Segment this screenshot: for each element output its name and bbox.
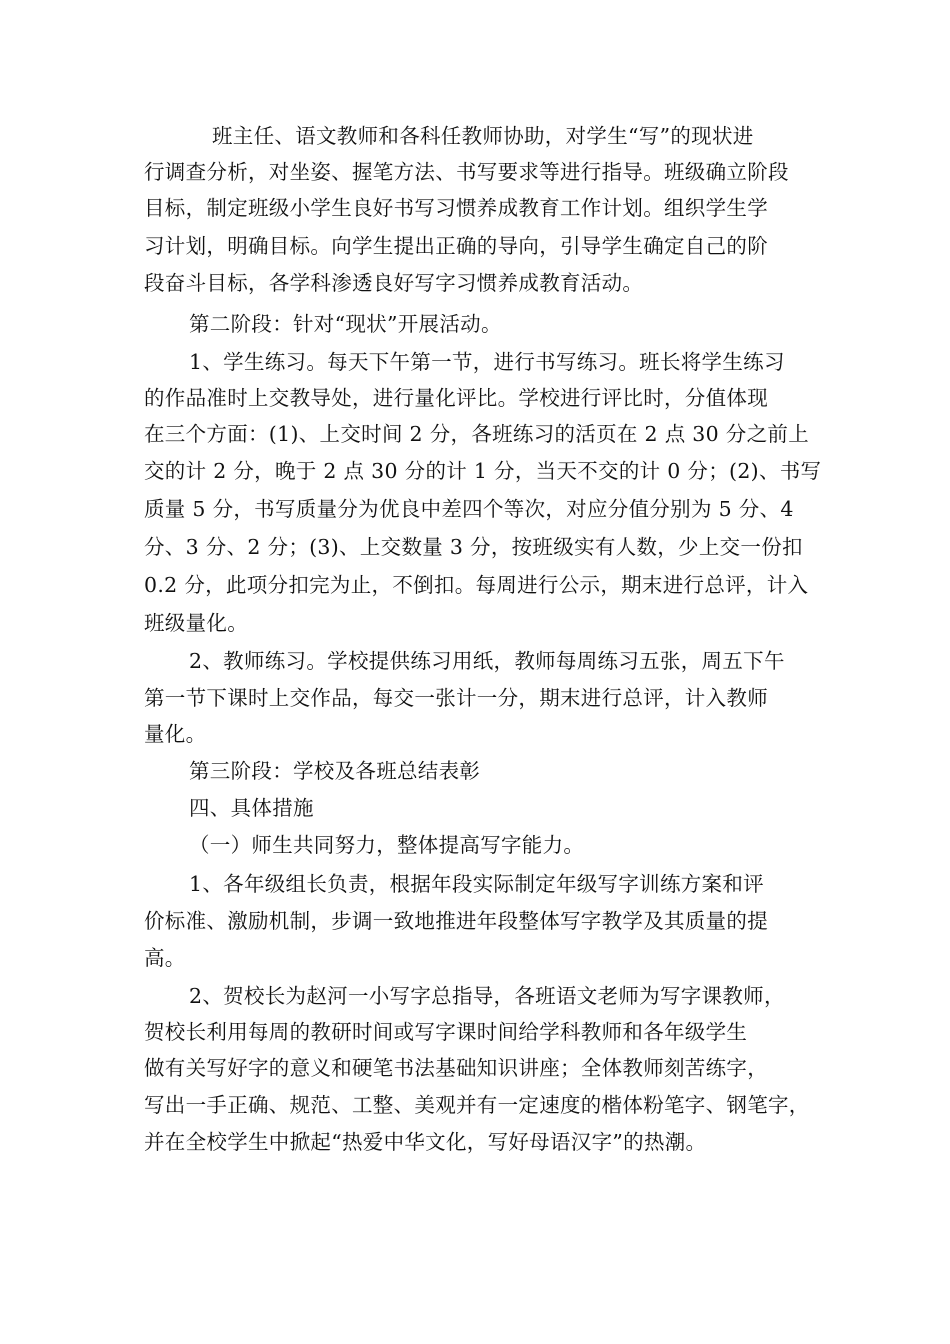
text-line: 在三个方面：(1)、上交时间 2 分，各班练习的活页在 2 点 30 分之前上 <box>144 422 810 446</box>
subsection-heading: （一）师生共同努力，整体提高写字能力。 <box>189 833 585 857</box>
text-line: 质量 5 分，书写质量分为优良中差四个等次，对应分值分别为 5 分、4 <box>144 497 794 521</box>
text-line: 贺校长利用每周的教研时间或写字课时间给学科教师和各年级学生 <box>144 1020 748 1044</box>
text-line: 量化。 <box>144 722 207 746</box>
section-heading: 第三阶段：学校及各班总结表彰 <box>189 759 481 783</box>
text-line: 行调查分析，对坐姿、握笔方法、书写要求等进行指导。班级确立阶段 <box>144 160 789 184</box>
text-line: 并在全校学生中掀起“热爱中华文化，写好母语汉字”的热潮。 <box>144 1130 707 1154</box>
text-line: 班级量化。 <box>144 611 248 635</box>
section-heading: 四、具体措施 <box>189 796 314 820</box>
text-line: 2、教师练习。学校提供练习用纸，教师每周练习五张，周五下午 <box>189 649 785 673</box>
text-line: 高。 <box>144 946 186 970</box>
text-line: 0.2 分，此项分扣完为止，不倒扣。每周进行公示，期末进行总评，计入 <box>144 573 809 597</box>
text-line: 习计划，明确目标。向学生提出正确的导向，引导学生确定自己的阶 <box>144 234 768 258</box>
text-line: 班主任、语文教师和各科任教师协助，对学生“写”的现状进 <box>212 124 754 148</box>
text-line: 分、3 分、2 分；(3)、上交数量 3 分，按班级实有人数，少上交一份扣 <box>144 535 803 559</box>
section-heading: 第二阶段：针对“现状”开展活动。 <box>189 312 502 336</box>
text-line: 价标准、激励机制，步调一致地推进年段整体写字教学及其质量的提 <box>144 909 768 933</box>
text-line: 2、贺校长为赵河一小写字总指导，各班语文老师为写字课教师， <box>189 984 785 1008</box>
text-line: 的作品准时上交教导处，进行量化评比。学校进行评比时，分值体现 <box>144 386 768 410</box>
text-line: 做有关写好字的意义和硬笔书法基础知识讲座；全体教师刻苦练字， <box>144 1056 768 1080</box>
text-line: 目标，制定班级小学生良好书写习惯养成教育工作计划。组织学生学 <box>144 196 768 220</box>
text-line: 1、各年级组长负责，根据年段实际制定年级写字训练方案和评 <box>189 872 764 896</box>
text-line: 第一节下课时上交作品，每交一张计一分，期末进行总评，计入教师 <box>144 686 768 710</box>
text-line: 写出一手正确、规范、工整、美观并有一定速度的楷体粉笔字、钢笔字， <box>144 1093 810 1117</box>
text-line: 1、学生练习。每天下午第一节，进行书写练习。班长将学生练习 <box>189 350 785 374</box>
text-line: 交的计 2 分，晚于 2 点 30 分的计 1 分，当天不交的计 0 分；(2)、书写 <box>144 459 822 483</box>
text-line: 段奋斗目标，各学科渗透良好写字习惯养成教育活动。 <box>144 271 644 295</box>
